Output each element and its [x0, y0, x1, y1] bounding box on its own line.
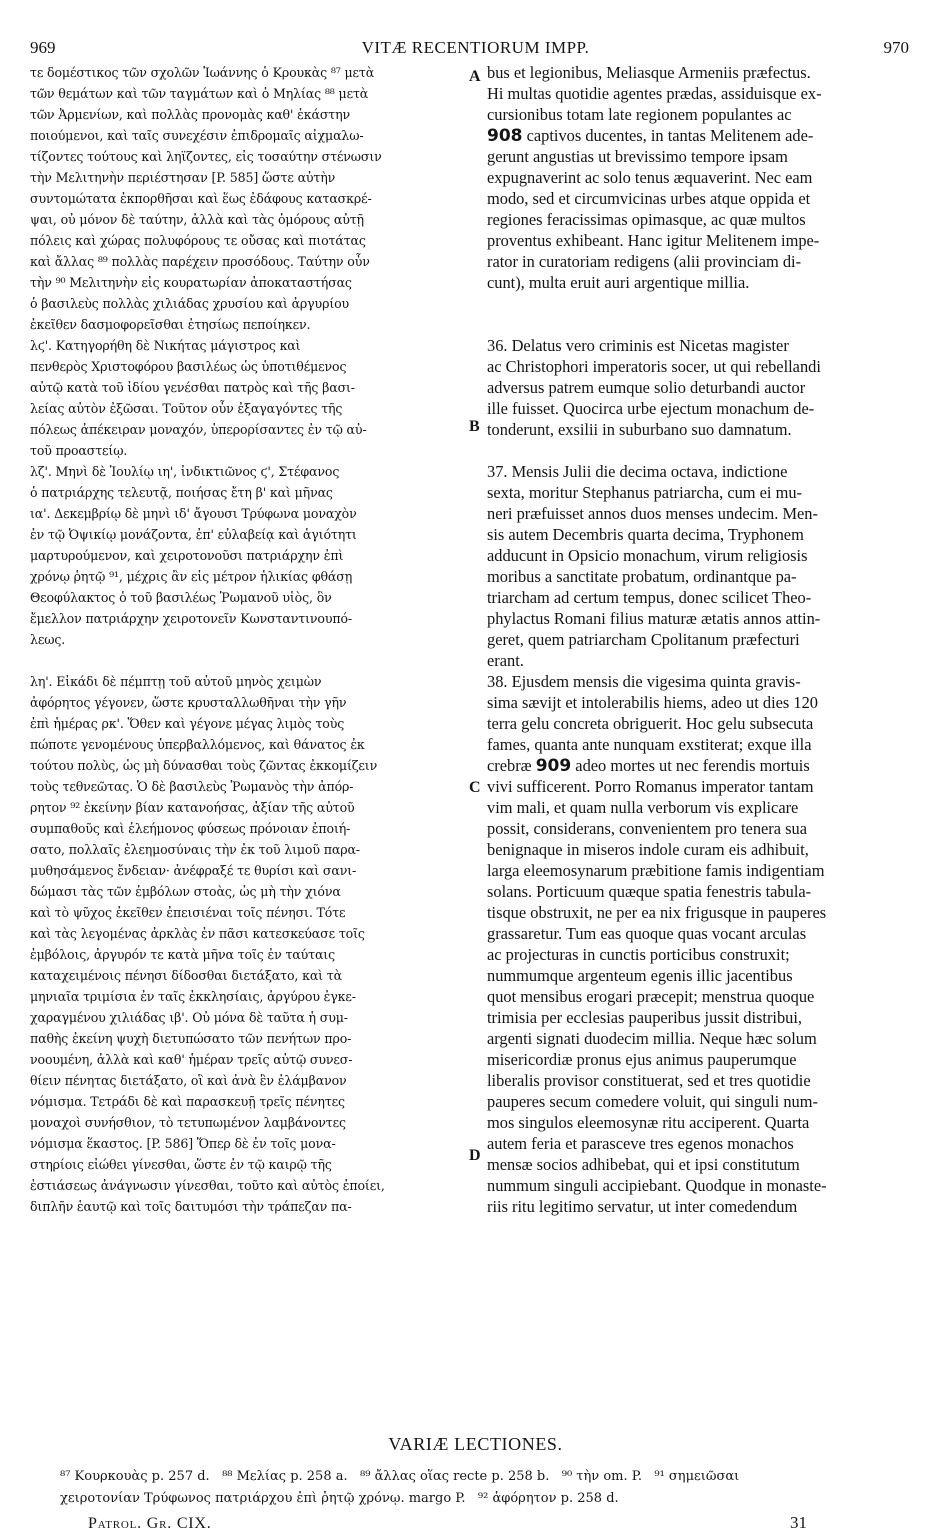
greek-text-line: καὶ τὸ ψῦχος ἐκεῖθεν ἐπεισιέναι τοῖς πένησι. Τότε	[30, 905, 346, 920]
latin-text-line: 38. Ejusdem mensis die vigesima quinta gravis-	[487, 672, 801, 691]
latin-text-line: 908 captivos ducentes, in tantas Melitenem ade-	[487, 126, 814, 146]
latin-text-line: modo, sed et circumvicinas urbes atque oppida et	[487, 189, 811, 208]
volume-signature: Patrol. Gr. CIX.	[88, 1515, 212, 1532]
greek-text-line: ὁ πατριάρχης τελευτᾷ, ποιήσας ἔτη β' καὶ μῆνας	[30, 485, 333, 500]
greek-text-line: ἀφόρητος γέγονεν, ὥστε κρυσταλλωθῆναι τὴν γῆν	[30, 695, 347, 710]
latin-text-column	[487, 62, 919, 1217]
greek-text-line: ψαι, οὐ μόνον δὲ ταύτην, ἀλλὰ καὶ τὰς ὁμόρους αὐτῇ	[30, 212, 364, 227]
latin-text-line: triarcham ad certum tempus, donec scilicet Theo-	[487, 588, 812, 607]
greek-text-line: πώποτε γενομένους ὑπερβαλλόμενος, καὶ θάνατος ἐκ	[30, 737, 365, 752]
margin-letter-c: C	[469, 779, 481, 796]
greek-text-line: νόμισμα. Τετράδι δὲ καὶ παρασκευῇ τρεῖς πένητες	[30, 1094, 345, 1109]
latin-text-line: autem feria et parasceve tres egenos monachos	[487, 1134, 794, 1153]
latin-text-line: crebræ 909 adeo mortes ut nec ferendis mortuis	[487, 756, 810, 776]
greek-text-line: Θεοφύλακτος ὁ τοῦ βασιλέως Ῥωμανοῦ υἱὸς, ὃν	[30, 590, 332, 605]
latin-text-line: adducunt in Opsicio monachum, virum religiosis	[487, 546, 808, 565]
latin-text-line: ac projecturas in cunctis porticibus construxit;	[487, 945, 790, 964]
greek-text-line: τίζοντες τούτους καὶ ληϊζοντες, εἰς τοσαύτην στένωσιν	[30, 149, 382, 164]
latin-text-line: vim mali, et quam nulla verborum vis explicare	[487, 798, 799, 817]
variant-reading-line: ⁸⁷ Κουρκουὰς p. 257 d. ⁸⁸ Μελίας p. 258 a. ⁸⁹ ἄλλας οἵας recte p. 258 b. ⁹⁰ τὴν om. P. ⁹¹ σημειῶσαι	[60, 1469, 740, 1484]
signature-number: 31	[790, 1513, 807, 1532]
greek-text-line: λείας αὐτὸν ἐξῶσαι. Τοῦτον οὖν ἐξαγαγόντες τῆς	[30, 401, 343, 416]
latin-text-line: vivi sufficerent. Porro Romanus imperator tantam	[487, 777, 814, 796]
latin-text-line: mos singulos eleemosynæ ritu acciperent. Quarta	[487, 1113, 810, 1132]
latin-text-line: possit, considerans, convenientem pro tenera sua	[487, 819, 807, 838]
greek-text-line: παθὴς ἐκείνη ψυχὴ διετυπώσατο τῶν πενήτων προ-	[30, 1031, 352, 1046]
latin-text-line: neri præfuisset annos duos menses undecim. Men-	[487, 504, 818, 523]
latin-text-line: erant.	[487, 651, 524, 670]
latin-text-line	[487, 293, 919, 314]
margin-letter-d: D	[469, 1147, 481, 1164]
latin-text-line: larga eleemosynarum præbitione famis indigentiam	[487, 861, 825, 880]
latin-text-line: sima sævijt et intolerabilis hiems, adeo ut dies 120	[487, 693, 818, 712]
column-reference-number: 908	[487, 126, 523, 146]
latin-text-line: cursionibus totam late regionem populantes ac	[487, 105, 792, 124]
greek-text-line: νόμισμα ἕκαστος. [P. 586] Ὅπερ δὲ ἐν τοῖς μονα-	[30, 1136, 336, 1151]
latin-text-line: trimisia per ecclesias pauperibus jussit distribui,	[487, 1008, 802, 1027]
latin-text-line: terra gelu concreta obriguerit. Hoc gelu subsecuta	[487, 714, 814, 733]
latin-text-line: nummum singuli accipiebant. Quodque in monaste-	[487, 1176, 827, 1195]
latin-text-line: liberalis provisor constituerat, sed et tres quotidie	[487, 1071, 811, 1090]
greek-text-line: λϛ'. Κατηγορήθη δὲ Νικήτας μάγιστρος καὶ	[30, 338, 301, 353]
greek-text-line: χρόνῳ ῥητῷ ⁹¹, μέχρις ἂν εἰς μέτρον ἡλικίας φθάσῃ	[30, 569, 353, 584]
greek-text-line: ὁ βασιλεὺς πολλὰς χιλιάδας χρυσίου καὶ ἀργυρίου	[30, 296, 350, 311]
greek-text-line: χαραγμένου χιλιάδας ιβ'. Οὐ μόνα δὲ ταῦτα ἡ συμ-	[30, 1010, 348, 1025]
running-title: VITÆ RECENTIORUM IMPP.	[361, 38, 590, 57]
greek-text-line: ἐμβόλοις, ἀργυρόν τε κατὰ μῆνα τοῖς ἐν ταύταις	[30, 947, 335, 962]
greek-text-line: σατο, πολλαῖς ἐλεημοσύναις τὴν ἐκ τοῦ λιμοῦ παρα-	[30, 842, 360, 857]
greek-text-line: ποιούμενοι, καὶ ταῖς συνεχέσιν ἐπιδρομαῖς αἰχμαλω-	[30, 128, 364, 143]
latin-text-line: Hi multas quotidie agentes prædas, assiduisque ex-	[487, 84, 822, 103]
greek-text-line: τοὺς τεθνεῶτας. Ὁ δὲ βασιλεὺς Ῥωμανὸς τὴν ἀπόρ-	[30, 779, 354, 794]
latin-text-line: 36. Delatus vero criminis est Nicetas magister	[487, 336, 789, 355]
greek-text-line: καὶ ἄλλας ⁸⁹ πολλὰς παρέχειν προσόδους. Ταύτην οὖν	[30, 254, 370, 269]
greek-text-line: νοουμένη, ἀλλὰ καὶ καθ' ἡμέραν τρεῖς αὐτῷ συνεσ-	[30, 1052, 353, 1067]
latin-text-line: phylactus Romani filius maturæ ætatis annos attin-	[487, 609, 821, 628]
latin-text-line: moribus a sanctitate probatum, ordinantque pa-	[487, 567, 797, 586]
greek-text-line: πενθερὸς Χριστοφόρου βασιλέως ὡς ὑποτιθέμενος	[30, 359, 347, 374]
latin-text-line: regiones feracissimas opimasque, ac quæ multos	[487, 210, 806, 229]
latin-text-line	[487, 440, 919, 461]
greek-text-line: ἐκεῖθεν δασμοφορεῖσθαι ἐτησίως πεποίηκεν.	[30, 317, 311, 332]
greek-text-line: ἔμελλον πατριάρχην χειροτονεῖν Κωνσταντινουπό-	[30, 611, 352, 626]
greek-text-line: συντομώτατα ἐκπορθῆσαι καὶ ἕως ἐδάφους κατασκρέ-	[30, 191, 372, 206]
left-column-number: 969	[30, 38, 56, 57]
latin-text-line: sexta, moritur Stephanus patriarcha, cum ei mu-	[487, 483, 802, 502]
greek-text-line: δώμασι τὰς τῶν ἐμβόλων στοὰς, ὡς μὴ τὴν χιόνα	[30, 884, 341, 899]
latin-text-line: gerunt angustias ut brevissimo tempore ipsam	[487, 147, 788, 166]
latin-text-line: cunt), multa eruit auri argentique millia.	[487, 273, 750, 292]
latin-text-line: ille fuisset. Quocirca urbe ejectum monachum de-	[487, 399, 815, 418]
greek-text-line: πόλεως ἀπέκειραν μοναχόν, ὑπερορίσαντες ἐν τῷ αὐ-	[30, 422, 367, 437]
column-reference-number: 909	[535, 756, 572, 776]
latin-text-line: misericordiæ pronus ejus animus pauperumque	[487, 1050, 797, 1069]
greek-text-line: συμπαθοῦς καὶ ἐλεήμονος φύσεως πρόνοιαν ἐποιή-	[30, 821, 351, 836]
greek-text-line: λεως.	[30, 632, 66, 647]
latin-text-line: adversus patrem eumque solio deturbandi auctor	[487, 378, 806, 397]
variant-readings-notes	[60, 1466, 930, 1510]
greek-text-line: πόλεις καὶ χώρας πολυφόρους τε οὔσας καὶ πιοτάτας	[30, 233, 366, 248]
variant-reading-line: χειροτονίαν Τρύφωνος πατριάρχου ἐπὶ ῥητῷ χρόνῳ. margo P. ⁹² ἀφόρητον p. 258 d.	[60, 1491, 619, 1506]
greek-text-line: ἐν τῷ Ὀψικίῳ μονάζοντα, ἐπ' εὐλαβείᾳ καὶ ἁγιότητι	[30, 527, 357, 542]
latin-text-line: proventus exhibeant. Hanc igitur Melitenem impe-	[487, 231, 820, 250]
latin-text-line: pauperes secum comedere voluit, qui singuli num-	[487, 1092, 818, 1111]
latin-text-line: rator in curatoriam redigens (alii provinciam di-	[487, 252, 802, 271]
latin-text-line: grassaretur. Tum eas quoque quas vocant arculas	[487, 924, 807, 943]
greek-text-line: τε δομέστικος τῶν σχολῶν Ἰωάννης ὁ Κρουκὰς ⁸⁷ μετὰ	[30, 65, 375, 80]
greek-text-line: μαρτυρούμενον, καὶ χειροτονοῦσι πατριάρχην ἐπὶ	[30, 548, 344, 563]
greek-text-line: τῶν θεμάτων καὶ τῶν ταγμάτων καὶ ὁ Μηλίας ⁸⁸ μετὰ	[30, 86, 369, 101]
greek-text-line: μηνιαῖα τριμίσια ἐν ταῖς ἐκκλησίαις, ἀργύρου ἐγκε-	[30, 989, 356, 1004]
latin-text-line: tisque obstruxit, ne per ea nix frigusque in pauperes	[487, 903, 827, 922]
latin-text-line: quot mensibus erogari præcepit; menstrua quoque	[487, 987, 815, 1006]
greek-text-line: ἑστιάσεως ἀνάγνωσιν γίνεσθαι, τοῦτο καὶ αὐτὸς ἐποίει,	[30, 1178, 385, 1193]
latin-text-line: bus et legionibus, Meliasque Armeniis præfectus.	[487, 63, 811, 82]
latin-text-line: solans. Porticuum quæque spatia fenestris tabula-	[487, 882, 812, 901]
latin-text-line: riis ritu legitimo servatur, ut inter comedendum	[487, 1197, 798, 1216]
greek-text-column	[30, 62, 467, 1217]
greek-text-line: τὴν Μελιτηνὴν περιέστησαν [P. 585] ὥστε αὐτὴν	[30, 170, 336, 185]
latin-text-line: fames, quanta ante nunquam exstiterat; exque illa	[487, 735, 812, 754]
greek-text-line: τῶν Ἀρμενίων, καὶ πολλὰς προνομὰς καθ' ἑκάστην	[30, 107, 350, 122]
latin-text-line: expugnaverint ac solo tenus æquaverint. Nec eam	[487, 168, 813, 187]
greek-text-line: αὐτῷ κατὰ τοῦ ἰδίου γενέσθαι πατρὸς καὶ τῆς βασι-	[30, 380, 355, 395]
greek-text-line: στηρίοις εἰώθει γίνεσθαι, ὥστε ἐν τῷ καιρῷ τῆς	[30, 1157, 332, 1172]
greek-text-line: λη'. Εἰκάδι δὲ πέμπτῃ τοῦ αὐτοῦ μηνὸς χειμὼν	[30, 674, 322, 689]
latin-text-line: ac Christophori imperatoris socer, ut qui rebellandi	[487, 357, 821, 376]
greek-text-line: ἐπὶ ἡμέρας ρκ'. Ὅθεν καὶ γέγονε μέγας λιμὸς τοὺς	[30, 716, 345, 731]
latin-text-line: sis autem Decembris quarta decima, Tryphonem	[487, 525, 804, 544]
right-column-number: 970	[883, 38, 909, 57]
latin-text-line: 37. Mensis Julii die decima octava, indictione	[487, 462, 788, 481]
greek-text-line: διπλῆν ἑαυτῷ καὶ τοῖς δαιτυμόσι τὴν τράπεζαν πα-	[30, 1199, 352, 1214]
latin-text-line	[487, 314, 919, 335]
latin-text-line: argenti signati duodecim millia. Neque hæc solum	[487, 1029, 817, 1048]
greek-text-line: θίειν πένητας διετάξατο, οἳ καὶ ἀνὰ ἓν ἐλάμβανον	[30, 1073, 347, 1088]
latin-text-line: nummumque argenteum egenis illic jacentibus	[487, 966, 793, 985]
greek-text-line: μυθησάμενος ἔνδειαν· ἀνέφραξέ τε θυρίσι καὶ σανι-	[30, 863, 357, 878]
greek-text-line: καταχειμένοις πένησι δίδοσθαι διετάξατο, καὶ τὰ	[30, 968, 342, 983]
margin-letter-b: B	[469, 418, 480, 435]
greek-text-line	[30, 650, 467, 671]
greek-text-line: μοναχοὶ συνήσθιον, τὸ τετυπωμένον λαμβάνοντες	[30, 1115, 346, 1130]
latin-text-line: mensæ socios adhibebat, qui et ipsi constitutum	[487, 1155, 800, 1174]
margin-letter-a: A	[469, 68, 481, 85]
greek-text-line: τούτου πολὺς, ὡς μὴ δύνασθαι τοὺς ζῶντας ἐκκομίζειν	[30, 758, 378, 773]
greek-text-line: τοῦ προαστείῳ.	[30, 443, 128, 458]
greek-text-line: λζ'. Μηνὶ δὲ Ἰουλίῳ ιη', ἰνδικτιῶνος ϛ', Στέφανος	[30, 464, 340, 479]
latin-text-line: benignaque in miseros indole curam eis adhibuit,	[487, 840, 809, 859]
greek-text-line: καὶ τὰς λεγομένας ἀρκλὰς ἐν πᾶσι κατεσκεύασε τοῖς	[30, 926, 365, 941]
greek-text-line: ια'. Δεκεμβρίῳ δὲ μηνὶ ιδ' ἄγουσι Τρύφωνα μοναχὸν	[30, 506, 357, 521]
greek-text-line: τὴν ⁹⁰ Μελιτηνὴν εἰς κουρατωρίαν ἀποκαταστήσας	[30, 275, 352, 290]
latin-text-line: tonderunt, exsilii in suburbano suo damnatum.	[487, 420, 792, 439]
greek-text-line: ρητον ⁹² ἐκείνην βίαν κατανοήσας, ἀξίαν τῆς αὐτοῦ	[30, 800, 355, 815]
variae-lectiones-heading: VARIÆ LECTIONES.	[388, 1434, 563, 1454]
latin-text-line: geret, quem patriarcham Cpolitanum præfecturi	[487, 630, 800, 649]
